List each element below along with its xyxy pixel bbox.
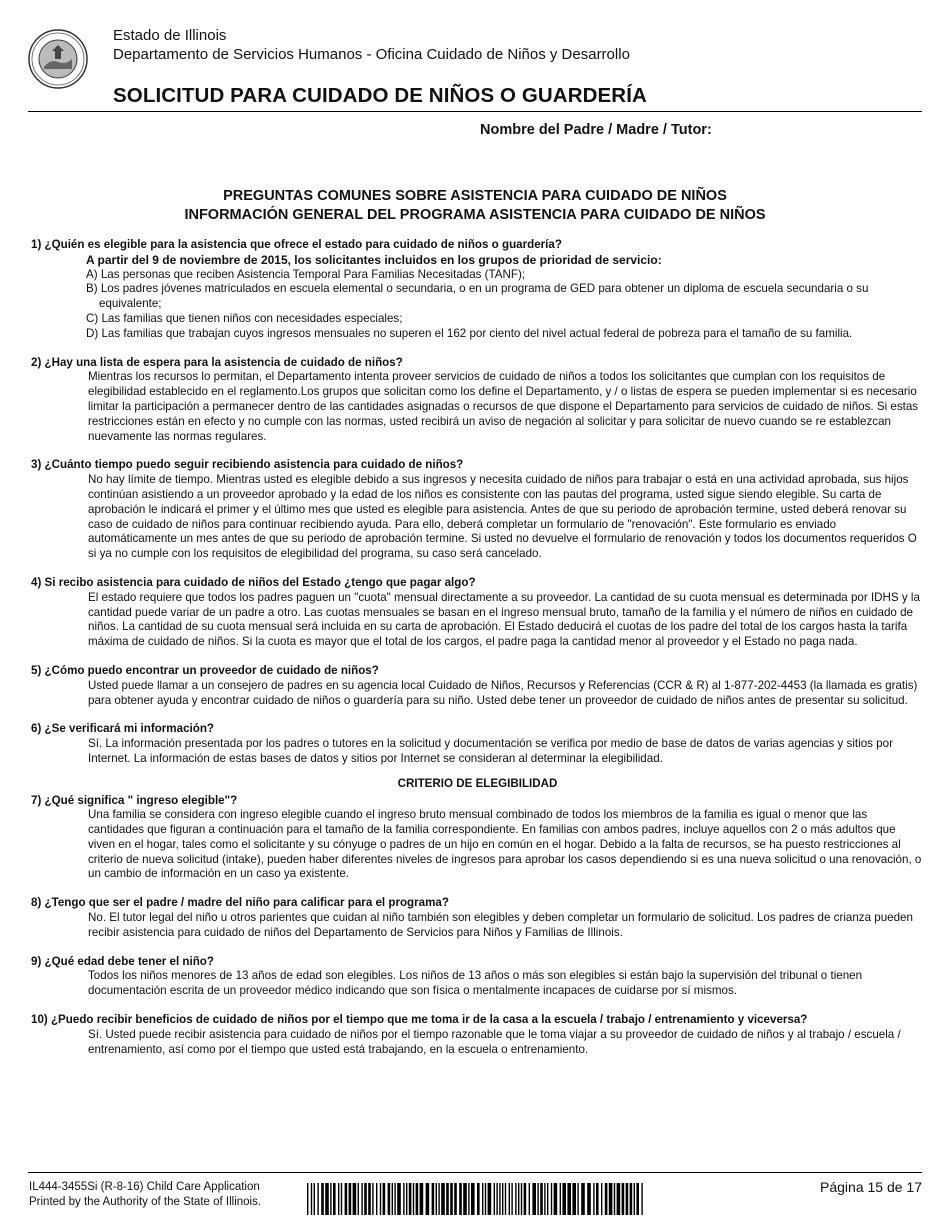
question-4: [31, 576, 924, 650]
question-5: [31, 664, 924, 708]
agency-line-state: Estado de Illinois: [113, 27, 227, 44]
criteria-heading: CRITERIO DE ELEGIBILIDAD: [397, 776, 558, 790]
question-4-title: 4) Si recibo asistencia para cuidado de niños del Estado ¿tengo que pagar algo?: [31, 575, 476, 589]
question-8: [31, 896, 924, 940]
question-8-title: 8) ¿Tengo que ser el padre / madre del niño para calificar para el programa?: [31, 896, 449, 910]
question-10: [31, 1013, 924, 1057]
list-item: B) Los padres jóvenes matriculados en escuela elemental o secundaria, o en un programa de GED para obtener un diploma de escuela secundaria o su equivalente;: [86, 282, 869, 311]
question-5-title: 5) ¿Cómo puedo encontrar un proveedor de cuidado de niños?: [31, 663, 379, 677]
question-7: [31, 794, 924, 883]
question-8-answer: No. El tutor legal del niño u otros parientes que cuidan al niño también son elegibles y deben completar un formulario de solicitud. Los padres de crianza pueden recibir asistencia para cuidado de niños del Departamento de Servicios para Niños y Familias de Illinois.: [88, 911, 913, 939]
printed-by: Printed by the Authority of the State of Illinois.: [29, 1195, 262, 1208]
list-item: D) Las familias que trabajan cuyos ingresos mensuales no superen el 162 por ciento del nivel actual federal de pobreza para el tamaño de su familia.: [86, 326, 853, 340]
section-heading: [0, 187, 950, 225]
list-item: C) Las familias que tienen niños con necesidades especiales;: [86, 311, 403, 325]
question-4-answer: El estado requiere que todos los padres paguen un "cuota" mensual directamente a su proveedor. La cantidad de su cuota mensual es determinada por IDHS y la cantidad puede variar de un padre a otro. Las cuotas mensuales se basan en el ingreso mensual bruto, tamaño de la familia y el número de niños en cuidado de niños. La cantidad de su cuota mensual será incluida en su carta de aprobación. El Estado deducirá el cuotas de los padre del total de los cargos hasta la tarifa máxima de cuidado de niños. Si la cuota es mayor que el total de los cargos, el padre paga la cantidad menor al proveedor y el Estado no paga nada.: [88, 590, 920, 649]
question-5-answer: Usted puede llamar a un consejero de padres en su agencia local Cuidado de Niños, Recursos y Referencias (CCR & R) al 1-877-202-4453 (la llamada es gratis) para obtener ayuda y encontrar cuidado de niños o guardería para su niño. Usted debe tener un proveedor de cuidado de niños antes de presentar su solicitud.: [88, 678, 918, 707]
question-3-title: 3) ¿Cuánto tiempo puedo seguir recibiendo asistencia para cuidado de niños?: [31, 458, 464, 472]
question-6: [31, 722, 924, 766]
question-9-answer: Todos los niños menores de 13 años de edad son elegibles. Los niños de 13 años o más son elegibles si están bajo la supervisión del tribunal o tienen documentación escrita de un proveedor médico indicando que son física o mentalmente incapaces de cuidarse por sí mismos.: [88, 969, 863, 998]
page-title: SOLICITUD PARA CUIDADO DE NIÑOS O GUARDERÍA: [113, 84, 647, 107]
form-id: IL444-3455Si (R-8-16) Child Care Application: [29, 1181, 260, 1193]
question-1-list: [31, 268, 924, 342]
section-heading-line1: PREGUNTAS COMUNES SOBRE ASISTENCIA PARA CUIDADO DE NIÑOS: [223, 188, 727, 204]
list-item: A) Las personas que reciben Asistencia Temporal Para Familias Necesitadas (TANF);: [86, 267, 526, 281]
question-6-answer: Sí. La información presentada por los padres o tutores en la solicitud y documentación se verifica por medio de base de datos de varias agencias y sitios por Internet. La información de estas bases de datos y sitios por Internet se consideran al determinar la elegibilidad.: [88, 737, 893, 765]
question-10-answer: Sí. Usted puede recibir asistencia para cuidado de niños por el tiempo razonable que le toma viajar a su proveedor de cuidado de niños y al trabajo / escuela / entrenamiento, así como por el tiempo que usted está trabajando, en la escuela o entrenamiento.: [88, 1027, 901, 1056]
question-2-answer: Mientras los recursos lo permitan, el Departamento intenta proveer servicios de cuidado de niños a todos los solicitantes que cumplan con los requisitos de elegibilidad establecido en el reglamento.Los grupos que solicitan como los define el Departamento, y / o listas de espera se pueden implementar si es necesario limitar la participación a permanecer dentro de las cantidades asignadas o recursos de que dispone el Departamento para servicios de cuidado de niños. Si estas restricciones están en efecto y no cumple con las normas, usted recibirá un aviso de negación al solicitar y para solicitar de nuevo cuando se re establezcan nuevamente las normas regulares.: [88, 370, 919, 443]
question-3: [31, 458, 924, 562]
faq-content: [31, 238, 924, 1071]
question-3-answer: No hay límite de tiempo. Mientras usted es elegible debido a sus ingresos y necesita cuidado de niños para trabajar o está en una actividad aprobada, sus hijos continúan asistiendo a un proveedor aprobado y la edad de los niños es consistente con las pautas del programa, usted sigue siendo elegible. Su carta de aprobación le indicará el primer y el último mes que usted es elegible para asistencia. Antes de que su periodo de aprobación termine, usted deberá renovar su caso de cuidado de niños para continuar recibiendo ayuda. Para ello, deberá completar un formulario de "renovación". Este formulario es enviado automáticamente un mes antes de que su periodo de aprobación termine. Si usted no devuelve el formulario de renovación y todos los documentos requeridos O si ya no cumple con los requisitos de elegibilidad del programa, su caso será cancelado.: [88, 473, 917, 561]
question-6-title: 6) ¿Se verificará mi información?: [31, 722, 214, 736]
agency-line-department: Departamento de Servicios Humanos - Oficina Cuidado de Niños y Desarrollo: [113, 46, 630, 63]
footer-form-info: [29, 1180, 261, 1209]
question-1-title: 1) ¿Quién es elegible para la asistencia que ofrece el estado para cuidado de niños o guardería?: [31, 238, 562, 251]
question-9-title: 9) ¿Qué edad debe tener el niño?: [31, 954, 214, 968]
question-1: [31, 238, 924, 342]
footer-divider: [28, 1172, 922, 1173]
question-2: [31, 356, 924, 445]
question-7-title: 7) ¿Qué significa " ingreso elegible"?: [31, 793, 238, 807]
state-seal-icon: [28, 29, 88, 89]
page-number: Página 15 de 17: [820, 1179, 922, 1195]
parent-name-label: Nombre del Padre / Madre / Tutor:: [480, 122, 712, 138]
question-10-title: 10) ¿Puedo recibir beneficios de cuidado de niños por el tiempo que me toma ir de la casa a la escuela / trabajo / entrenamiento y viceversa?: [31, 1013, 808, 1027]
question-1-subheading: A partir del 9 de noviembre de 2015, los solicitantes incluidos en los grupos de prioridad de servicio:: [86, 252, 662, 267]
question-9: [31, 955, 924, 999]
header-divider: [28, 111, 922, 112]
section-heading-line2: INFORMACIÓN GENERAL DEL PROGRAMA ASISTENCIA PARA CUIDADO DE NIÑOS: [184, 207, 766, 223]
question-7-answer: Una familia se considera con ingreso elegible cuando el ingreso bruto mensual combinado de todos los miembros de la familia es igual o menor que las cantidades que figuran a continuación para el tamaño de la familia correspondiente. En familias con ambos padres, incluye aquellos con 2 o más adultos que viven en el hogar, tales como el solicitante y su cónyuge o padres de un hijo en común en el hogar. Debido a la falta de recursos, se ha puesto restricciones al criterio de nueva solicitud (intake), pueden haber diferentes niveles de ingresos para aprobar los casos dependiendo si es una nueva solicitud o una renovación, o un cambio de información en un caso ya existente.: [88, 808, 922, 881]
barcode-icon: [307, 1183, 645, 1215]
question-2-title: 2) ¿Hay una lista de espera para la asistencia de cuidado de niños?: [31, 355, 403, 369]
